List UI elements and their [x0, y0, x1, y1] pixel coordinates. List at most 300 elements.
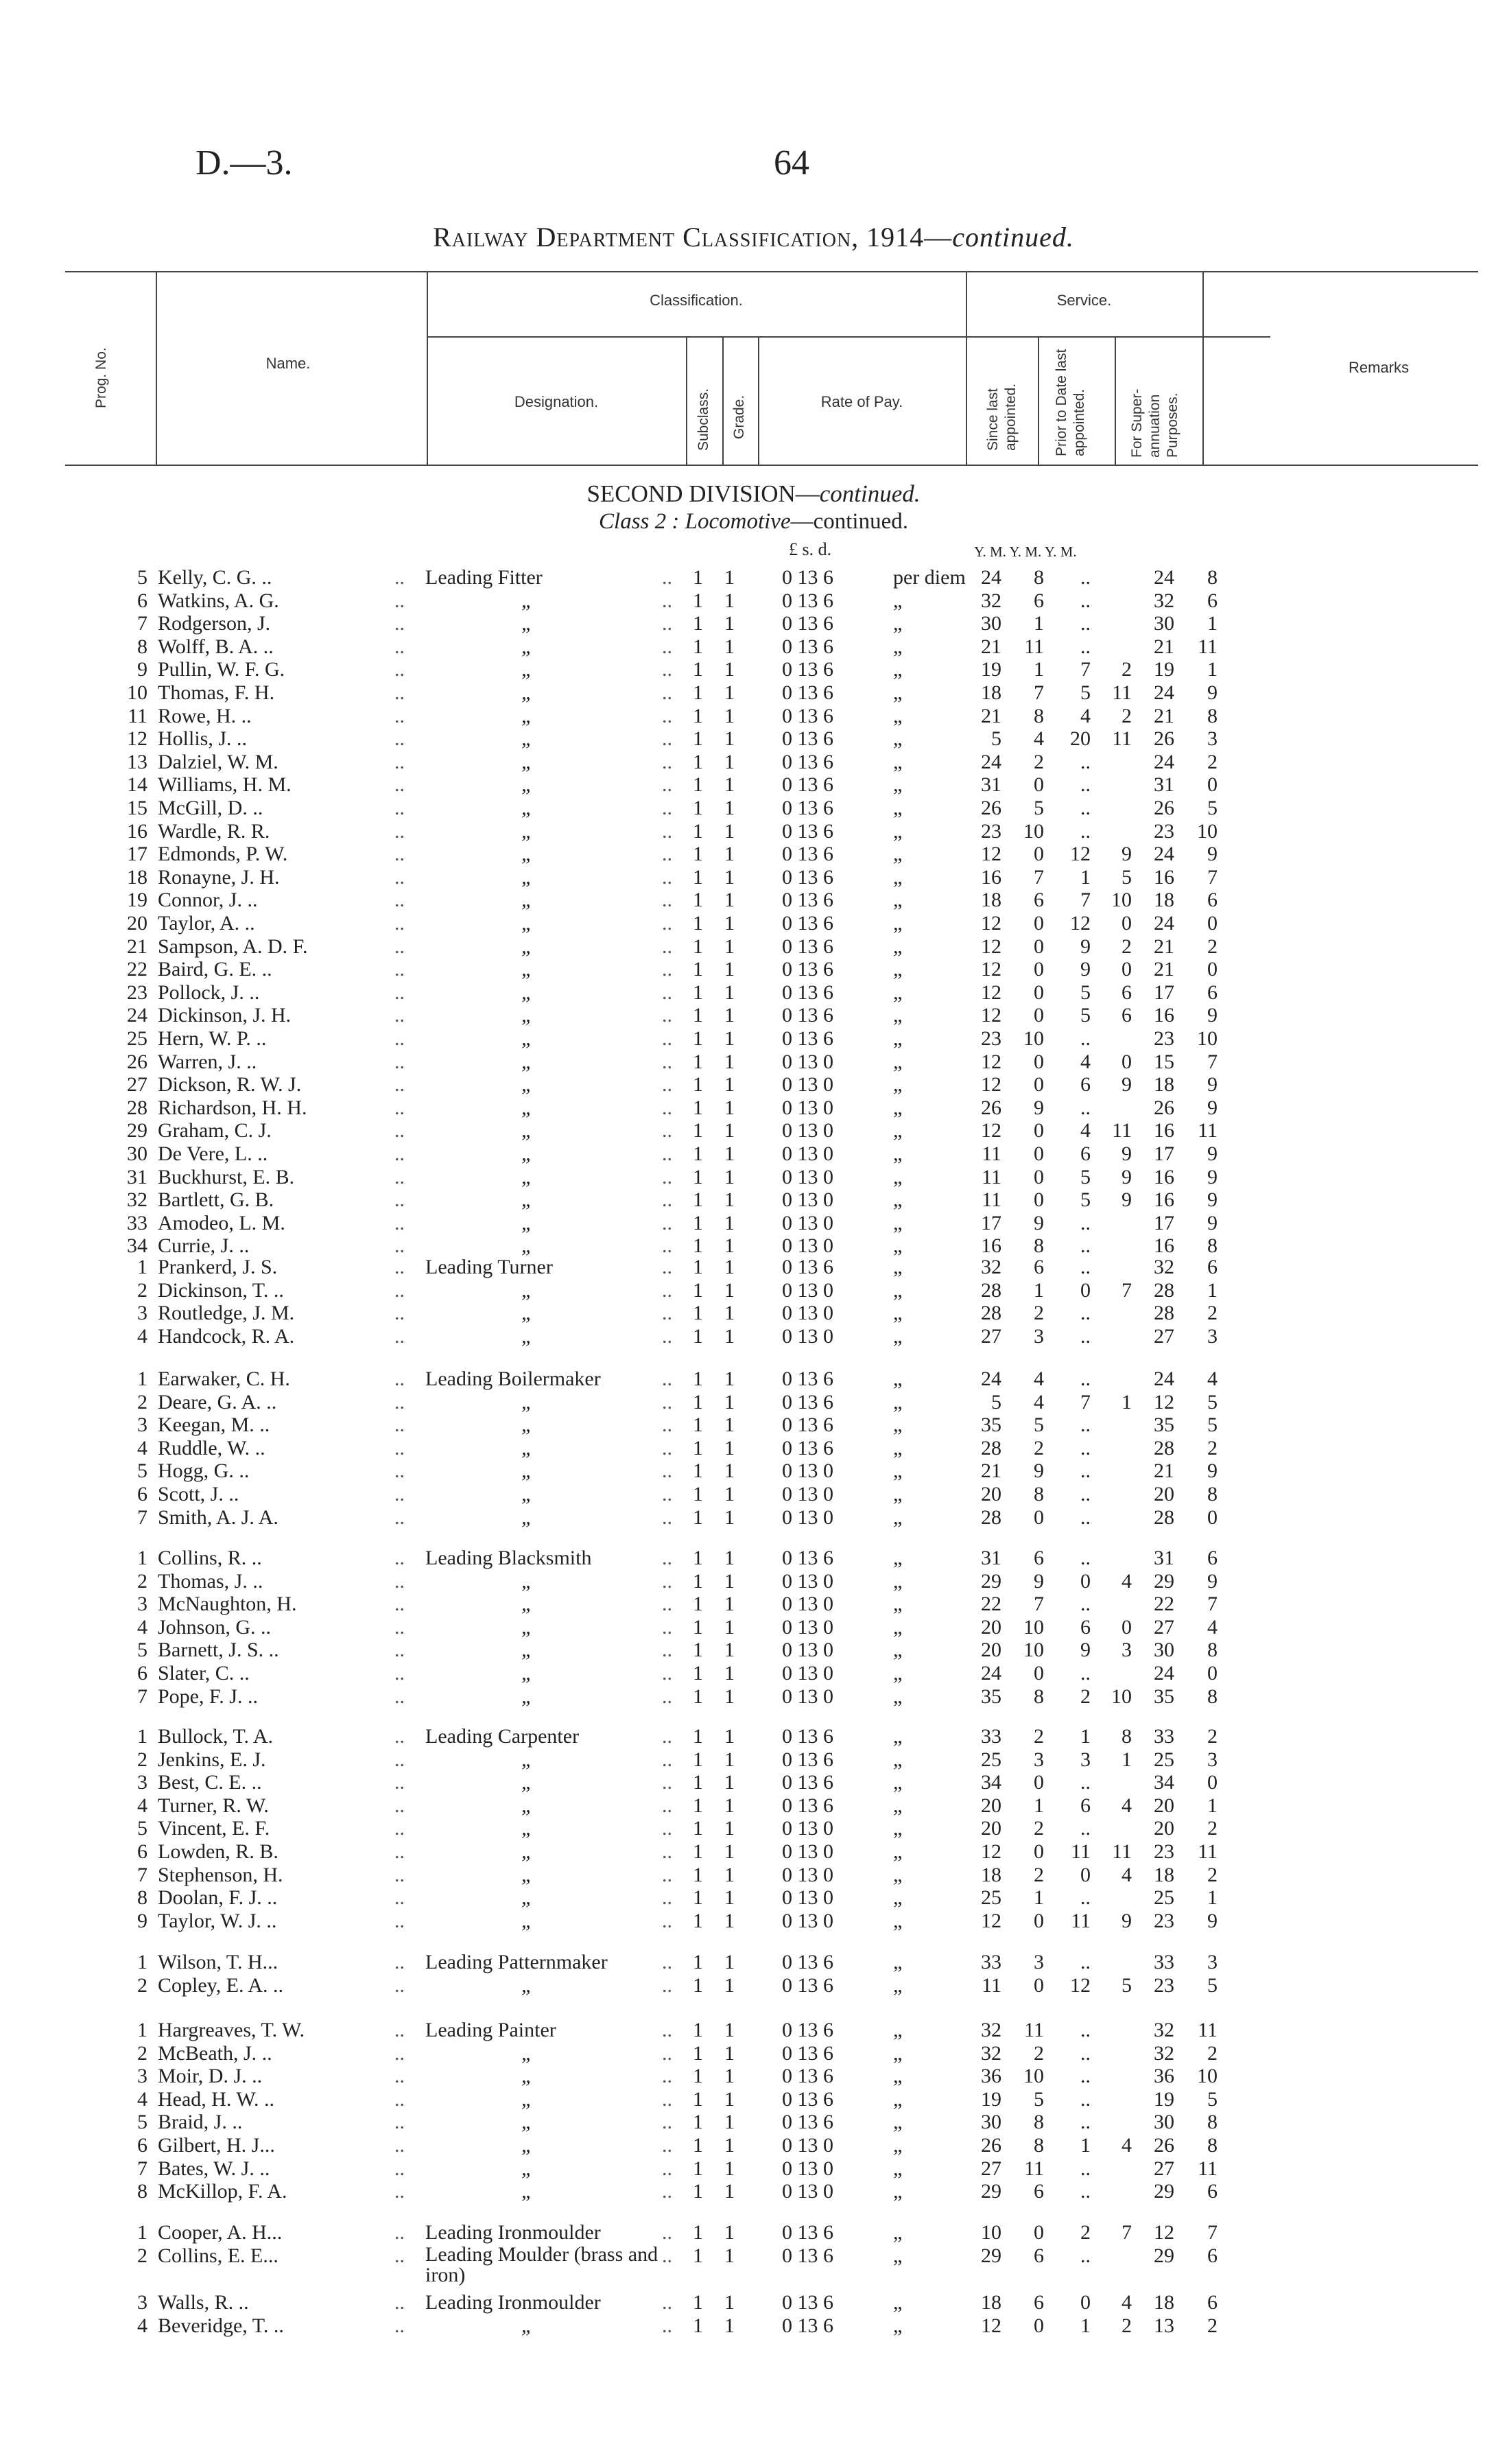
- cell-prior-months: 4: [1122, 2134, 1132, 2157]
- cell-since-months: 9: [1034, 1569, 1044, 1593]
- cell-prog-no: 2: [137, 2041, 147, 2065]
- cell-prog-no: 4: [137, 1324, 147, 1348]
- cell-super-years: 20: [1154, 1483, 1174, 1505]
- cell-designation: „: [521, 2087, 533, 2111]
- cell-rate-of-pay: 0 13 0: [782, 1324, 833, 1348]
- cell-super-months: 7: [1207, 1593, 1218, 1616]
- cell-name: Pollock, J. ..: [158, 981, 260, 1004]
- cell-rate-of-pay: 0 13 6: [782, 865, 833, 889]
- cell-per-diem: „: [893, 1662, 903, 1685]
- cell-prior-months: 5: [1122, 865, 1132, 889]
- cell-since-months: 7: [1034, 1593, 1044, 1616]
- cell-grade: 1: [724, 912, 735, 935]
- table-row: [0, 1234, 1507, 1258]
- leader-dots: ..: [394, 2244, 405, 2267]
- rule: [1038, 336, 1039, 465]
- cell-prior-years: ..: [1080, 1817, 1091, 1840]
- cell-super-months: 9: [1207, 843, 1218, 866]
- cell-super-months: 6: [1207, 1256, 1218, 1278]
- leader-dots: ..: [662, 1436, 672, 1459]
- leader-dots: ..: [394, 1569, 405, 1593]
- leader-dots: ..: [662, 819, 672, 843]
- leader-dots: ..: [394, 2087, 405, 2111]
- cell-per-diem: „: [893, 912, 903, 935]
- cell-since-years: 12: [981, 1840, 1001, 1863]
- cell-prior-years: 4: [1080, 704, 1091, 727]
- cell-prior-years: 11: [1071, 1909, 1091, 1932]
- cell-prior-years: ..: [1080, 1771, 1091, 1794]
- cell-per-diem: „: [893, 1368, 903, 1390]
- leader-dots: ..: [394, 1886, 405, 1910]
- cell-designation: „: [521, 1569, 533, 1593]
- page-number: 64: [774, 143, 809, 183]
- header-prog-no: Prog. No.: [93, 347, 109, 408]
- cell-subclass: 1: [693, 1725, 703, 1748]
- cell-per-diem: „: [893, 1234, 903, 1258]
- cell-prior-years: 5: [1080, 981, 1091, 1004]
- leader-dots: ..: [662, 750, 672, 773]
- cell-per-diem: „: [893, 1505, 903, 1529]
- cell-since-months: 6: [1034, 589, 1044, 612]
- cell-since-years: 11: [982, 1973, 1001, 1997]
- cell-since-months: 11: [1024, 635, 1044, 658]
- cell-since-years: 33: [981, 1725, 1001, 1748]
- cell-prior-years: 12: [1070, 912, 1091, 935]
- cell-since-years: 25: [981, 1886, 1001, 1910]
- class-label: Class 2 :: [599, 509, 680, 534]
- leader-dots: ..: [662, 1615, 672, 1639]
- cell-name: Routledge, J. M.: [158, 1302, 295, 1325]
- cell-since-months: 0: [1034, 843, 1044, 866]
- cell-subclass: 1: [693, 1027, 703, 1050]
- cell-designation: Leading Boilermaker: [425, 1368, 601, 1390]
- cell-prog-no: 8: [137, 2180, 147, 2203]
- table-row: [0, 1840, 1507, 1864]
- table-row: [0, 1974, 1507, 1997]
- table-row: [0, 1910, 1507, 1933]
- leader-dots: ..: [394, 1973, 405, 1997]
- cell-since-months: 10: [1023, 1027, 1044, 1050]
- table-row: [0, 1748, 1507, 1772]
- cell-prior-months: 6: [1122, 1004, 1132, 1027]
- cell-grade: 1: [724, 704, 735, 727]
- cell-designation: „: [521, 1165, 533, 1188]
- cell-per-diem: „: [893, 658, 903, 681]
- cell-since-years: 12: [981, 1004, 1001, 1027]
- cell-name: Watkins, A. G.: [158, 589, 279, 612]
- cell-name: Keegan, M. ..: [158, 1413, 270, 1437]
- cell-super-years: 23: [1154, 1840, 1174, 1863]
- cell-since-months: 0: [1034, 1505, 1044, 1529]
- cell-since-months: 8: [1034, 2134, 1044, 2157]
- cell-grade: 1: [724, 1840, 735, 1863]
- cell-per-diem: „: [893, 1771, 903, 1794]
- cell-since-years: 21: [981, 1459, 1001, 1483]
- cell-designation: „: [521, 1324, 533, 1348]
- cell-since-months: 9: [1034, 1459, 1044, 1483]
- leader-dots: ..: [662, 1459, 672, 1483]
- cell-prog-no: 30: [127, 1142, 147, 1165]
- cell-since-months: 8: [1034, 1483, 1044, 1505]
- cell-subclass: 1: [693, 612, 703, 635]
- leader-dots: ..: [394, 1725, 405, 1748]
- cell-rate-of-pay: 0 13 6: [782, 2291, 833, 2314]
- leader-dots: ..: [394, 2111, 405, 2134]
- cell-grade: 1: [724, 658, 735, 681]
- cell-super-months: 5: [1207, 1973, 1218, 1997]
- cell-rate-of-pay: 0 13 0: [782, 1615, 833, 1639]
- cell-subclass: 1: [693, 1302, 703, 1325]
- cell-prog-no: 27: [127, 1073, 147, 1096]
- leader-dots: ..: [662, 1004, 672, 1027]
- table-row: [0, 751, 1507, 774]
- cell-prior-years: 0: [1080, 1569, 1091, 1593]
- cell-prior-months: 0: [1122, 1050, 1132, 1073]
- cell-per-diem: „: [893, 843, 903, 866]
- header-grade: Grade.: [731, 395, 747, 439]
- header-prior-to-date: Prior to Date last appointed.: [1054, 349, 1087, 456]
- cell-super-years: 22: [1154, 1593, 1174, 1616]
- leader-dots: ..: [394, 1794, 405, 1817]
- cell-prog-no: 2: [137, 1278, 147, 1302]
- cell-rate-of-pay: 0 13 6: [782, 2041, 833, 2065]
- cell-grade: 1: [724, 2314, 735, 2337]
- cell-prog-no: 6: [137, 2134, 147, 2157]
- leader-dots: ..: [394, 797, 405, 819]
- cell-name: Rowe, H. ..: [158, 704, 252, 727]
- cell-prog-no: 21: [127, 935, 147, 958]
- cell-prog-no: 9: [137, 1909, 147, 1932]
- leader-dots: ..: [662, 658, 672, 681]
- leader-dots: ..: [662, 1794, 672, 1817]
- cell-since-years: 24: [981, 1662, 1001, 1685]
- cell-designation: „: [521, 865, 533, 889]
- cell-super-years: 19: [1154, 658, 1174, 681]
- cell-name: Scott, J. ..: [158, 1483, 239, 1505]
- cell-since-months: 7: [1034, 681, 1044, 704]
- leader-dots: ..: [662, 1662, 672, 1685]
- cell-since-months: 6: [1034, 2180, 1044, 2203]
- table-row: [0, 1483, 1507, 1506]
- cell-rate-of-pay: 0 13 6: [782, 2065, 833, 2088]
- cell-super-months: 7: [1207, 2221, 1218, 2244]
- cell-name: Sampson, A. D. F.: [158, 935, 308, 958]
- cell-super-years: 23: [1154, 819, 1174, 843]
- cell-grade: 1: [724, 1569, 735, 1593]
- leader-dots: ..: [394, 1027, 405, 1050]
- cell-per-diem: „: [893, 958, 903, 981]
- cell-prog-no: 15: [127, 797, 147, 819]
- header-designation: Designation.: [514, 393, 599, 410]
- cell-prog-no: 34: [127, 1234, 147, 1258]
- leader-dots: ..: [394, 1073, 405, 1096]
- table-row: [0, 2291, 1507, 2314]
- table-row: [0, 773, 1507, 797]
- cell-rate-of-pay: 0 13 6: [782, 681, 833, 704]
- leader-dots: ..: [662, 2291, 672, 2314]
- cell-subclass: 1: [693, 1073, 703, 1096]
- cell-per-diem: „: [893, 773, 903, 797]
- division-continued: continued.: [819, 480, 921, 507]
- cell-since-years: 12: [981, 958, 1001, 981]
- cell-subclass: 1: [693, 2134, 703, 2157]
- cell-grade: 1: [724, 1390, 735, 1413]
- cell-prior-months: 1: [1122, 1390, 1132, 1413]
- leader-dots: ..: [662, 1639, 672, 1662]
- cell-rate-of-pay: 0 13 6: [782, 1951, 833, 1973]
- cell-prog-no: 28: [127, 1096, 147, 1119]
- cell-subclass: 1: [693, 1685, 703, 1708]
- cell-since-months: 1: [1034, 1886, 1044, 1910]
- cell-super-months: 8: [1207, 2134, 1218, 2157]
- header-bottom-rule: [65, 465, 1478, 466]
- cell-designation: „: [521, 1211, 533, 1234]
- cell-rate-of-pay: 0 13 6: [782, 981, 833, 1004]
- cell-prior-years: ..: [1080, 1951, 1091, 1973]
- cell-grade: 1: [724, 2221, 735, 2244]
- cell-per-diem: „: [893, 2221, 903, 2244]
- cell-name: Bates, W. J. ..: [158, 2157, 270, 2180]
- cell-designation: „: [521, 1973, 533, 1997]
- header-name: Name.: [265, 355, 311, 372]
- cell-prior-years: ..: [1080, 1256, 1091, 1278]
- cell-prog-no: 14: [127, 773, 147, 797]
- cell-since-months: 5: [1034, 797, 1044, 819]
- cell-subclass: 1: [693, 1119, 703, 1142]
- cell-subclass: 1: [693, 658, 703, 681]
- cell-since-years: 29: [981, 2244, 1001, 2267]
- cell-super-months: 2: [1207, 935, 1218, 958]
- cell-super-months: 9: [1207, 1165, 1218, 1188]
- cell-super-months: 6: [1207, 589, 1218, 612]
- cell-since-years: 12: [981, 2314, 1001, 2337]
- leader-dots: ..: [662, 2065, 672, 2088]
- cell-rate-of-pay: 0 13 6: [782, 1725, 833, 1748]
- cell-rate-of-pay: 0 13 0: [782, 1685, 833, 1708]
- table-row: [0, 1437, 1507, 1460]
- cell-super-years: 17: [1154, 981, 1174, 1004]
- cell-since-years: 12: [981, 843, 1001, 866]
- rule: [722, 336, 724, 465]
- cell-super-years: 28: [1154, 1436, 1174, 1459]
- cell-designation: „: [521, 727, 533, 751]
- cell-since-years: 27: [981, 2157, 1001, 2180]
- cell-super-years: 29: [1154, 2180, 1174, 2203]
- cell-prog-no: 6: [137, 1840, 147, 1863]
- cell-rate-of-pay: 0 13 6: [782, 658, 833, 681]
- cell-prior-years: 4: [1080, 1119, 1091, 1142]
- cell-prior-years: 1: [1080, 1725, 1091, 1748]
- leader-dots: ..: [662, 1973, 672, 1997]
- cell-prog-no: 6: [137, 589, 147, 612]
- cell-subclass: 1: [693, 1662, 703, 1685]
- leader-dots: ..: [662, 2180, 672, 2203]
- leader-dots: ..: [394, 1256, 405, 1278]
- table-row: [0, 1886, 1507, 1910]
- cell-name: Rodgerson, J.: [158, 612, 271, 635]
- cell-per-diem: „: [893, 2111, 903, 2134]
- cell-prior-years: ..: [1080, 1547, 1091, 1569]
- cell-super-years: 18: [1154, 889, 1174, 912]
- cell-super-years: 26: [1154, 1096, 1174, 1119]
- cell-grade: 1: [724, 1886, 735, 1910]
- leader-dots: ..: [662, 2157, 672, 2180]
- cell-designation: „: [521, 1188, 533, 1212]
- cell-designation: „: [521, 1142, 533, 1165]
- cell-prior-months: 11: [1112, 727, 1132, 751]
- cell-rate-of-pay: 0 13 0: [782, 2180, 833, 2203]
- cell-rate-of-pay: 0 13 0: [782, 1188, 833, 1212]
- table-row: [0, 1302, 1507, 1325]
- cell-subclass: 1: [693, 635, 703, 658]
- cell-subclass: 1: [693, 1569, 703, 1593]
- cell-since-months: 4: [1034, 1368, 1044, 1390]
- cell-prior-months: 9: [1122, 1188, 1132, 1212]
- cell-prog-no: 10: [127, 681, 147, 704]
- cell-since-months: 0: [1034, 1771, 1044, 1794]
- cell-grade: 1: [724, 1368, 735, 1390]
- cell-name: Turner, R. W.: [158, 1794, 269, 1817]
- leader-dots: ..: [394, 1505, 405, 1529]
- cell-prior-months: 10: [1111, 889, 1132, 912]
- cell-since-years: 18: [981, 2291, 1001, 2314]
- cell-prog-no: 5: [137, 566, 147, 589]
- leader-dots: ..: [394, 912, 405, 935]
- cell-super-months: 2: [1207, 1863, 1218, 1886]
- cell-subclass: 1: [693, 797, 703, 819]
- cell-since-years: 16: [981, 1234, 1001, 1258]
- cell-per-diem: „: [893, 1188, 903, 1212]
- cell-grade: 1: [724, 566, 735, 589]
- cell-since-months: 8: [1034, 566, 1044, 589]
- cell-prog-no: 7: [137, 1863, 147, 1886]
- cell-subclass: 1: [693, 1794, 703, 1817]
- cell-designation: „: [521, 1459, 533, 1483]
- cell-name: Buckhurst, E. B.: [158, 1165, 295, 1188]
- cell-designation: Leading Ironmoulder: [425, 2291, 601, 2314]
- cell-rate-of-pay: 0 13 6: [782, 2244, 833, 2267]
- cell-super-months: 9: [1207, 1142, 1218, 1165]
- leader-dots: ..: [662, 981, 672, 1004]
- cell-prior-months: 2: [1122, 658, 1132, 681]
- cell-prior-months: 9: [1122, 1073, 1132, 1096]
- table-row: [0, 705, 1507, 728]
- cell-since-years: 36: [981, 2065, 1001, 2088]
- table-row: [0, 935, 1507, 959]
- cell-prior-years: 2: [1080, 2221, 1091, 2244]
- cell-prior-years: ..: [1080, 1459, 1091, 1483]
- cell-since-years: 18: [981, 889, 1001, 912]
- cell-since-months: 8: [1034, 1685, 1044, 1708]
- leader-dots: ..: [662, 1725, 672, 1748]
- cell-rate-of-pay: 0 13 6: [782, 819, 833, 843]
- cell-per-diem: „: [893, 1119, 903, 1142]
- cell-prior-months: 9: [1122, 1165, 1132, 1188]
- leader-dots: ..: [662, 704, 672, 727]
- cell-super-months: 5: [1207, 1413, 1218, 1437]
- leader-dots: ..: [394, 1368, 405, 1390]
- cell-name: Ruddle, W. ..: [158, 1436, 265, 1459]
- cell-per-diem: „: [893, 1639, 903, 1662]
- leader-dots: ..: [394, 1234, 405, 1258]
- cell-prior-years: 6: [1080, 1615, 1091, 1639]
- cell-super-years: 26: [1154, 2134, 1174, 2157]
- cell-super-years: 24: [1154, 750, 1174, 773]
- cell-since-years: 31: [981, 773, 1001, 797]
- cell-per-diem: „: [893, 1413, 903, 1437]
- cell-since-years: 5: [991, 727, 1001, 751]
- cell-super-years: 21: [1154, 958, 1174, 981]
- cell-super-months: 0: [1207, 1662, 1218, 1685]
- leader-dots: ..: [394, 773, 405, 797]
- cell-grade: 1: [724, 1165, 735, 1188]
- leader-dots: ..: [394, 612, 405, 635]
- leader-dots: ..: [662, 2244, 672, 2267]
- cell-prog-no: 2: [137, 1748, 147, 1771]
- cell-since-months: 11: [1024, 2157, 1044, 2180]
- cell-super-months: 6: [1207, 2180, 1218, 2203]
- cell-grade: 1: [724, 2019, 735, 2041]
- cell-super-years: 23: [1154, 1909, 1174, 1932]
- cell-rate-of-pay: 0 13 6: [782, 2221, 833, 2244]
- cell-rate-of-pay: 0 13 6: [782, 1771, 833, 1794]
- cell-since-years: 11: [982, 1142, 1001, 1165]
- cell-prior-years: ..: [1080, 2111, 1091, 2134]
- cell-grade: 1: [724, 1324, 735, 1348]
- cell-per-diem: „: [893, 727, 903, 751]
- cell-super-years: 32: [1154, 589, 1174, 612]
- cell-designation: Leading Ironmoulder: [425, 2221, 601, 2244]
- cell-prog-no: 8: [137, 635, 147, 658]
- cell-since-years: 28: [981, 1436, 1001, 1459]
- cell-per-diem: „: [893, 2041, 903, 2065]
- cell-subclass: 1: [693, 2221, 703, 2244]
- table-row: [0, 843, 1507, 866]
- cell-prior-years: 0: [1080, 1278, 1091, 1302]
- cell-designation: „: [521, 2157, 533, 2180]
- cell-super-years: 24: [1154, 912, 1174, 935]
- cell-prog-no: 4: [137, 2314, 147, 2337]
- cell-prior-years: ..: [1080, 1483, 1091, 1505]
- cell-rate-of-pay: 0 13 0: [782, 1096, 833, 1119]
- cell-since-months: 6: [1034, 2291, 1044, 2314]
- cell-per-diem: „: [893, 981, 903, 1004]
- cell-super-months: 10: [1197, 819, 1218, 843]
- cell-prog-no: 2: [137, 1569, 147, 1593]
- cell-subclass: 1: [693, 1951, 703, 1973]
- cell-grade: 1: [724, 1027, 735, 1050]
- cell-grade: 1: [724, 750, 735, 773]
- cell-since-years: 31: [981, 1547, 1001, 1569]
- cell-grade: 1: [724, 1142, 735, 1165]
- cell-super-months: 2: [1207, 1725, 1218, 1748]
- cell-prog-no: 4: [137, 2087, 147, 2111]
- cell-name: Wolff, B. A. ..: [158, 635, 274, 658]
- cell-subclass: 1: [693, 981, 703, 1004]
- leader-dots: ..: [662, 1119, 672, 1142]
- cell-prior-years: ..: [1080, 1096, 1091, 1119]
- cell-since-years: 30: [981, 2111, 1001, 2134]
- cell-since-years: 29: [981, 1569, 1001, 1593]
- cell-prior-months: 10: [1111, 1685, 1132, 1708]
- cell-rate-of-pay: 0 13 6: [782, 589, 833, 612]
- cell-per-diem: „: [893, 1569, 903, 1593]
- cell-designation: „: [521, 1817, 533, 1840]
- cell-super-months: 9: [1207, 1188, 1218, 1212]
- cell-prior-years: 1: [1080, 2314, 1091, 2337]
- column-headers: [65, 271, 1478, 470]
- cell-subclass: 1: [693, 1593, 703, 1616]
